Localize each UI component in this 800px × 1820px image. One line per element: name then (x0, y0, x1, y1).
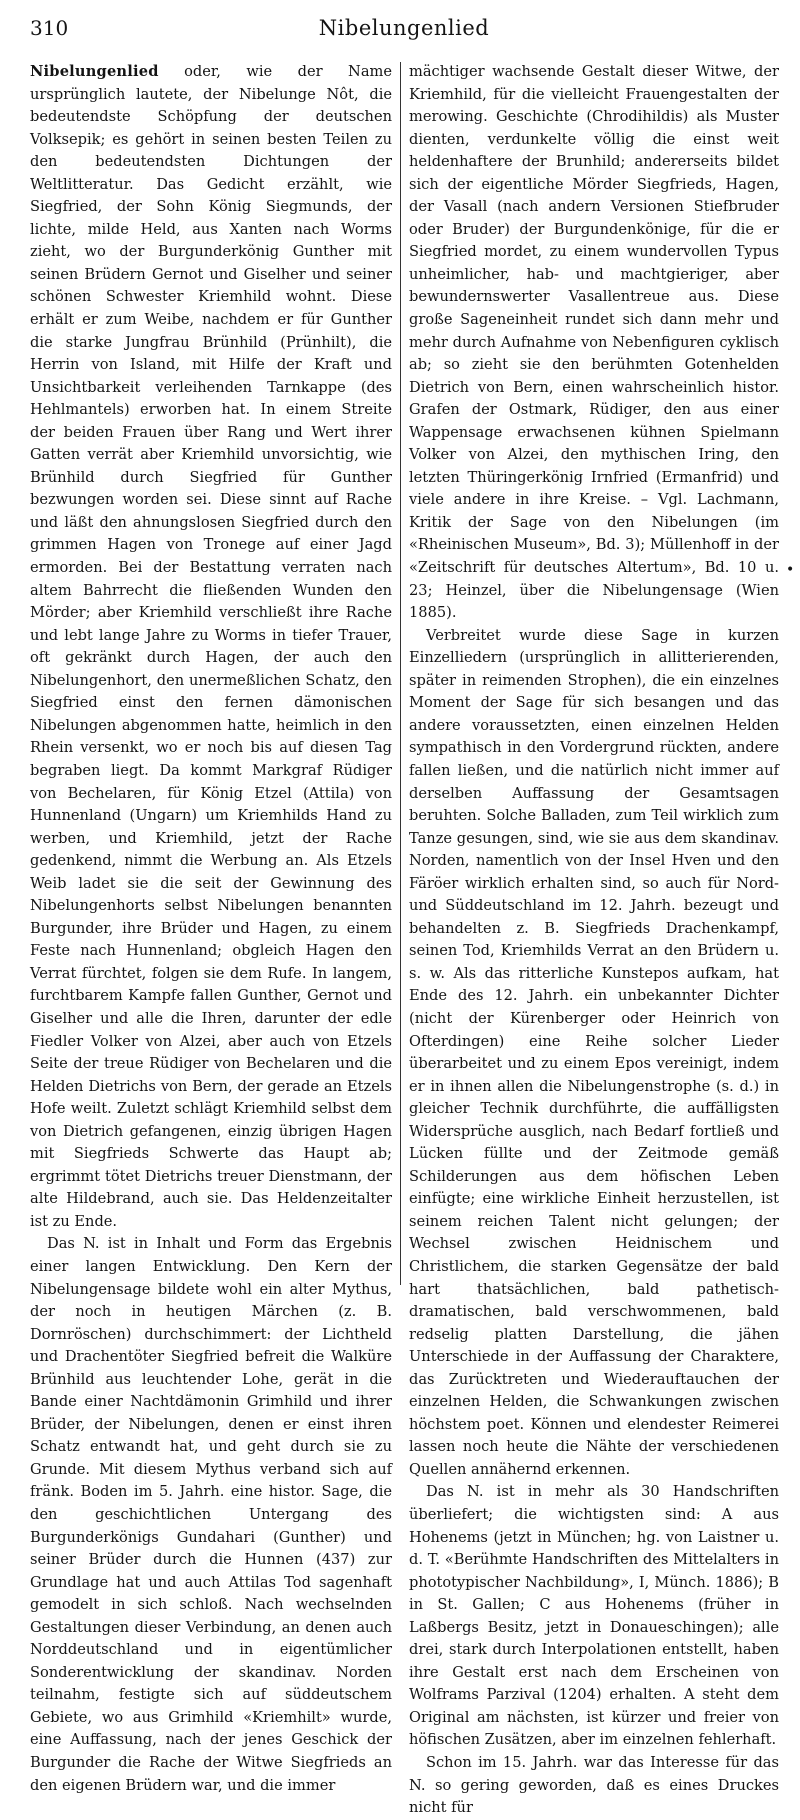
article-paragraph (30, 61, 392, 1233)
margin-mark: • (786, 562, 795, 578)
article-paragraph: Das N. ist in mehr als 30 Handschriften überliefert; die wichtigsten sind: A aus Hohenems (jetzt in München; hg. von Laistner u. d. T. «Berühmte Handschriften des Mittelalters in phototypischer Nachbildung», I, Münch. 1886); B in St. Gallen; C aus Hohenems (früher in Laßbergs Besitz, jetzt in Donaueschingen); alle drei, stark durch Interpolationen entstellt, haben ihre Gestalt erst nach dem Erscheinen von Wolframs Parzival (1204) erhalten. A steht dem Original am nächsten, ist kürzer und freier von höfischen Zusätzen, aber im einzelnen fehlerhaft. (409, 1483, 779, 1749)
page-header (30, 16, 778, 50)
column-divider (400, 62, 401, 1285)
right-column (409, 61, 779, 1817)
page-number: 310 (30, 16, 69, 40)
article-paragraph: Schon im 15. Jahrh. war das Interesse für das N. so gering geworden, daß es eines Druckes nicht für (409, 1754, 779, 1817)
running-head: Nibelungenlied (318, 16, 490, 40)
article-paragraph: Das N. ist in Inhalt und Form das Ergebnis einer langen Entwicklung. Den Kern der Nibelungensage bildete wohl ein alter Mythus, der noch in heutigen Märchen (z. B. Dornröschen) durchschimmert: der Lichtheld und Drachentöter Siegfried befreit die Walküre Brünhild aus leuchtender Lohe, gerät in die Bande einer Nachtdämonin Grimhild und ihrer Brüder, der Nibelungen, denen er einst ihren Schatz entwandt hat, und geht durch sie zu Grunde. Mit diesem Mythus verband sich auf fränk. Boden im 5. Jahrh. eine histor. Sage, die den geschichtlichen Untergang des Burgunderkönigs Gundahari (Gunther) und seiner Brüder durch die Hunnen (437) zur Grundlage hat und auch Attilas Tod sagenhaft gemodelt in sich schloß. Nach wechselnden Gestaltungen dieser Verbindung, an denen auch Norddeutschland und in eigentümlicher Sonderentwicklung der skandinav. Norden teilnahm, festigte sich auf süddeutschem Gebiete, wo aus Grimhild «Kriemhilt» wurde, eine Auffassung, nach der jenes Geschick der Burgunder die Rache der Witwe Siegfrieds an den eigenen Brüdern war, und die immer (30, 1235, 392, 1794)
article-paragraph-continued: mächtiger wachsende Gestalt dieser Witwe, der Kriemhild, für die vielleicht Frauengestalten der merowing. Geschichte (Chrodihildis) als Muster dienten, verdunkelte völlig die einst weit heldenhaftere der Brunhild; andererseits bildet sich der eigentliche Mörder Siegfrieds, Hagen, der Vasall (nach andern Versionen Stiefbruder oder Bruder) der Burgundenkönige, für die er Siegfried mordet, zu einem wundervollen Typus unheimlicher, hab- und machtgieriger, aber bewundernswerter Vasallentreue aus. Diese große Sageneinheit rundet sich dann mehr und mehr durch Aufnahme von Nebenfiguren cyklisch ab; so zieht sie den berühmten Gotenhelden Dietrich von Bern, einen wahrscheinlich histor. Grafen der Ostmark, Rüdiger, den aus einer Wappensage erwachsenen kühnen Spielmann Volker von Alzei, den mythischen Iring, den letzten Thüringerkönig Irnfried (Ermanfrid) und viele andere in ihre Kreise. – Vgl. Lachmann, Kritik der Sage von den Nibelungen (im «Rheinischen Museum», Bd. 3); Müllenhoff in der «Zeitschrift für deutsches Altertum», Bd. 10 u. 23; Heinzel, über die Nibelungensage (Wien 1885). (409, 63, 779, 622)
left-column (30, 61, 393, 1794)
headword: Nibelungenlied (30, 63, 159, 80)
article-paragraph: Verbreitet wurde diese Sage in kurzen Einzelliedern (ursprünglich in allitterierenden, später in reimenden Strophen), die ein einzelnes Moment der Sage für sich besangen und das andere voraussetzten, einen einzelnen Helden sympathisch in den Vordergrund rückten, andere fallen ließen, und die natürlich nicht immer auf derselben Auffassung der Gesamtsagen beruhten. Solche Balladen, zum Teil wirklich zum Tanze gesungen, sind, wie sie aus dem skandinav. Norden, namentlich von der Insel Hven und den Färöer wirklich erhalten sind, so auch für Nord- und Süddeutschland im 12. Jahrh. bezeugt und behandelten z. B. Siegfrieds Drachenkampf, seinen Tod, Kriemhilds Verrat an den Brüdern u. s. w. Als das ritterliche Kunstepos aufkam, hat Ende des 12. Jahrh. ein unbekannter Dichter (nicht der Kürenberger oder Heinrich von Ofterdingen) eine Reihe solcher Lieder überarbeitet und zu einem Epos vereinigt, indem er in ihnen allen die Nibelungenstrophe (s. d.) in gleicher Technik durchführte, die auffälligsten Widersprüche ausglich, nach Bedarf fortließ und Lücken füllte und der Zeitmode gemäß Schilderungen aus dem höfischen Leben einfügte; eine wirkliche Einheit herzustellen, ist seinem reichen Talent nicht gelungen; der Wechsel zwischen Heidnischem und Christlichem, die starken Gegensätze der bald hart thatsächlichen, bald pathetisch-dramatischen, bald verschwommenen, bald redselig platten Darstellung, die jähen Unterschiede in der Auffassung der Charaktere, das Zurücktreten und Wiederauftauchen der einzelnen Helden, die Schwankungen zwischen höchstem poet. Können und elendester Reimerei lassen noch heute die Nähte der verschiedenen Quellen annähernd erkennen. (409, 626, 779, 1478)
paragraph-text: oder, wie der Name ursprünglich lautete, der Nibelunge Nôt, die bedeutendste Schöpfung der deutschen Volksepik; es gehört in seinen besten Teilen zu den bedeutendsten Dichtungen der Weltlitteratur. Das Gedicht erzählt, wie Siegfried, der Sohn König Siegmunds, der lichte, milde Held, aus Xanten nach Worms zieht, wo der Burgunderkönig Gunther mit seinen Brüdern Gernot und Giselher und seiner schönen Schwester Kriemhild wohnt. Diese erhält er zum Weibe, nachdem er für Gunther die starke Jungfrau Brünhild (Prünhilt), die Herrin von Island, mit Hilfe der Kraft und Unsichtbarkeit verleihenden Tarnkappe (des Hehlmantels) erworben hat. In einem Streite der beiden Frauen über Rang und Wert ihrer Gatten verrät aber Kriemhild unvorsichtig, wie Brünhild durch Siegfried für Gunther bezwungen worden sei. Diese sinnt auf Rache und läßt den ahnungslosen Siegfried durch den grimmen Hagen von Tronege auf einer Jagd ermorden. Bei der Bestattung verraten nach altem Bahrrecht die fließenden Wunden den Mörder; aber Kriemhild verschließt ihre Rache und lebt lange Jahre zu Worms in tiefer Trauer, oft gekränkt durch Hagen, der auch den Nibelungenhort, den unermeßlichen Schatz, den Siegfried einst den fernen dämonischen Nibelungen abgenommen hatte, heimlich in den Rhein versenkt, wo er noch bis auf diesen Tag begraben liegt. Da kommt Markgraf Rüdiger von Bechelaren, für König Etzel (Attila) von Hunnenland (Ungarn) um Kriemhilds Hand zu werben, und Kriemhild, jetzt der Rache gedenkend, nimmt die Werbung an. Als Etzels Weib ladet sie die seit der Gewinnung des Nibelungenhorts selbst Nibelungen benannten Burgunder, ihre Brüder und Hagen, zu einem Feste nach Hunnenland; obgleich Hagen den Verrat fürchtet, folgen sie dem Rufe. In langem, furchtbarem Kampfe fallen Gunther, Gernot und Giselher und alle die Ihren, darunter der edle Fiedler Volker von Alzei, aber auch von Etzels Seite der treue Rüdiger von Bechelaren und die Helden Dietrichs von Bern, der gerade an Etzels Hofe weilt. Zuletzt schlägt Kriemhild selbst dem von Dietrich gefangenen, einzig übrigen Hagen mit Siegfrieds Schwerte das Haupt ab; ergrimmt tötet Dietrichs treuer Dienstmann, der alte Hildebrand, auch sie. Das Heldenzeitalter ist zu Ende. (30, 63, 393, 1230)
